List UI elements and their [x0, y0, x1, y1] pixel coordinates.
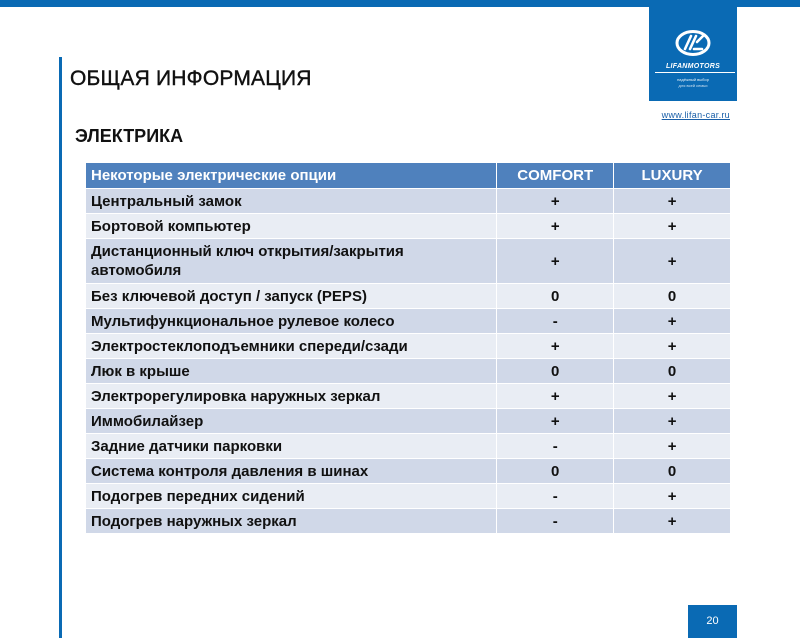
luxury-value: +	[614, 309, 731, 334]
option-cell: Без ключевой доступ / запуск (PEPS)	[86, 284, 497, 309]
table-header-row	[86, 163, 731, 189]
option-cell: Мультифункциональное рулевое колесо	[86, 309, 497, 334]
comfort-value: 0	[497, 459, 614, 484]
comfort-value: +	[497, 239, 614, 284]
comfort-value: +	[497, 189, 614, 214]
option-cell: Люк в крыше	[86, 359, 497, 384]
comfort-value: -	[497, 434, 614, 459]
luxury-value: +	[614, 434, 731, 459]
brand-name: LIFANMOTORS	[665, 63, 721, 70]
comfort-value: -	[497, 309, 614, 334]
option-cell: Подогрев передних сидений	[86, 484, 497, 509]
luxury-value: +	[614, 384, 731, 409]
luxury-value: +	[614, 484, 731, 509]
page-number: 20	[688, 605, 737, 638]
luxury-value: 0	[614, 284, 731, 309]
table-row	[86, 214, 731, 239]
table-row	[86, 409, 731, 434]
brand-tagline-1: надёжный выбор	[677, 77, 709, 82]
option-cell: Электростеклоподъемники спереди/сзади	[86, 334, 497, 359]
luxury-value: 0	[614, 359, 731, 384]
table-row	[86, 359, 731, 384]
luxury-value: +	[614, 334, 731, 359]
luxury-value: +	[614, 409, 731, 434]
luxury-value: +	[614, 189, 731, 214]
option-cell: Подогрев наружных зеркал	[86, 509, 497, 534]
lifan-emblem-icon	[675, 29, 711, 57]
option-cell: Электрорегулировка наружных зеркал	[86, 384, 497, 409]
luxury-value: +	[614, 509, 731, 534]
table-row	[86, 509, 731, 534]
option-cell: Система контроля давления в шинах	[86, 459, 497, 484]
website-link[interactable]: www.lifan-car.ru	[661, 110, 730, 120]
page-title: ОБЩАЯ ИНФОРМАЦИЯ	[70, 67, 312, 90]
comfort-value: +	[497, 334, 614, 359]
header-comfort: COMFORT	[497, 163, 614, 189]
option-cell: Центральный замок	[86, 189, 497, 214]
comfort-value: +	[497, 214, 614, 239]
brand-tagline-2: для всей семьи	[678, 83, 708, 88]
option-cell: Бортовой компьютер	[86, 214, 497, 239]
comfort-value: 0	[497, 359, 614, 384]
table-row	[86, 459, 731, 484]
table-row	[86, 334, 731, 359]
header-luxury: LUXURY	[614, 163, 731, 189]
option-cell: Задние датчики парковки	[86, 434, 497, 459]
luxury-value: +	[614, 239, 731, 284]
comfort-value: -	[497, 509, 614, 534]
comfort-value: 0	[497, 284, 614, 309]
logo-divider	[655, 72, 735, 73]
top-accent-bar	[0, 0, 800, 7]
header-option: Некоторые электрические опции	[86, 163, 497, 189]
table-row	[86, 484, 731, 509]
comfort-value: +	[497, 384, 614, 409]
section-title: ЭЛЕКТРИКА	[75, 126, 184, 146]
table-row	[86, 284, 731, 309]
electrical-options-table	[85, 162, 731, 534]
table-row	[86, 384, 731, 409]
table-row	[86, 434, 731, 459]
luxury-value: +	[614, 214, 731, 239]
table-row	[86, 239, 731, 284]
left-accent-rule	[59, 57, 62, 638]
option-cell: Дистанционный ключ открытия/закрытия автомобиля	[86, 239, 497, 284]
comfort-value: +	[497, 409, 614, 434]
brand-logo	[649, 7, 737, 101]
option-cell: Иммобилайзер	[86, 409, 497, 434]
table-row	[86, 189, 731, 214]
luxury-value: 0	[614, 459, 731, 484]
table-row	[86, 309, 731, 334]
comfort-value: -	[497, 484, 614, 509]
